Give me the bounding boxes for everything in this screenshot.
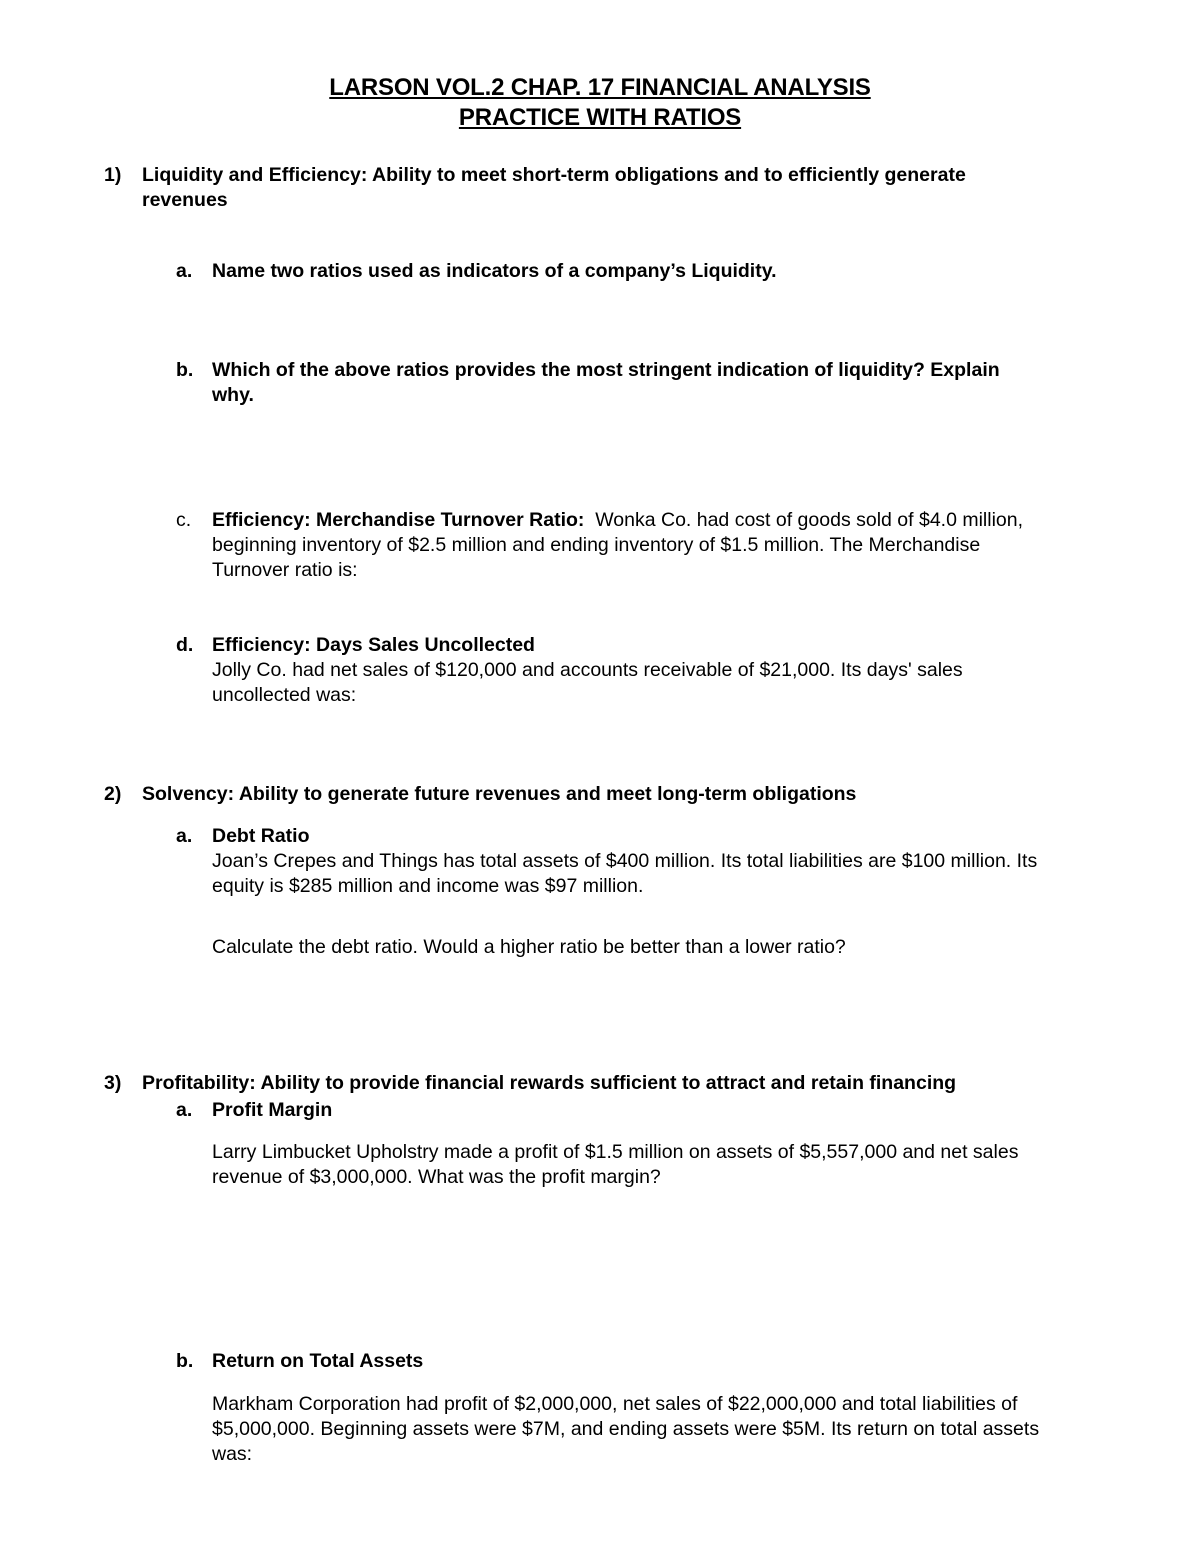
section-1-item-d-question: Efficiency: Days Sales Uncollected Jolly Co. had net sales of $120,000 and accounts receivable of $21,000. Its days' sales uncollected was: bbox=[212, 634, 963, 706]
section-3-heading: Profitability: Ability to provide financial rewards sufficient to attract and retain financing bbox=[142, 1072, 957, 1094]
item-profit-margin-label: Profit Margin bbox=[212, 1099, 333, 1121]
section-2-item-a-letter: a. bbox=[176, 825, 193, 847]
section-3-item-b-question: Markham Corporation had profit of $2,000,000, net sales of $22,000,000 and total liabilities of $5,000,000. Beginning assets were $7M, and ending assets were $5M. Its return on total assets was: bbox=[212, 1393, 1040, 1465]
section-3-item-a-question: Larry Limbucket Upholstry made a profit of $1.5 million on assets of $5,557,000 and net sales revenue of $3,000,000. What was the profit margin? bbox=[212, 1141, 1019, 1188]
document-subtitle: PRACTICE WITH RATIOS bbox=[458, 104, 742, 131]
section-2-heading: Solvency: Ability to generate future revenues and meet long-term obligations bbox=[142, 783, 857, 805]
section-1-item-d-letter: d. bbox=[176, 634, 194, 656]
section-2-item-a-question: Debt Ratio Joan’s Crepes and Things has total assets of $400 million. Its total liabilities are $100 million. Its equity is $285 million and income was $97 million. bbox=[212, 825, 1038, 897]
section-3-item-b-letter: b. bbox=[176, 1350, 194, 1372]
section-1-heading: Liquidity and Efficiency: Ability to meet short-term obligations and to efficiently generate revenues bbox=[142, 164, 966, 211]
item-debt-ratio-label: Debt Ratio bbox=[212, 825, 310, 847]
document-title: LARSON VOL.2 CHAP. 17 FINANCIAL ANALYSIS bbox=[329, 74, 871, 101]
item-c-label: Efficiency: Merchandise Turnover Ratio: bbox=[212, 509, 585, 531]
section-1-item-c-letter: c. bbox=[176, 509, 192, 531]
item-return-on-assets-label: Return on Total Assets bbox=[212, 1350, 424, 1372]
section-1-number: 1) bbox=[104, 164, 122, 186]
section-1-item-b-letter: b. bbox=[176, 359, 194, 381]
section-3-item-a-letter: a. bbox=[176, 1099, 193, 1121]
section-1-item-a-letter: a. bbox=[176, 260, 193, 282]
section-3-number: 3) bbox=[104, 1072, 122, 1094]
section-1-item-b-question: Which of the above ratios provides the most stringent indication of liquidity? Explain why. bbox=[212, 359, 1000, 406]
section-1-item-c-question: Efficiency: Merchandise Turnover Ratio: Wonka Co. had cost of goods sold of $4.0 million, beginning inventory of $2.5 million and ending inventory of $1.5 million. The Merchandise Turnover ratio is: bbox=[212, 509, 1024, 581]
section-2-number: 2) bbox=[104, 783, 122, 805]
section-1-item-a-question: Name two ratios used as indicators of a company’s Liquidity. bbox=[212, 260, 777, 282]
section-2-item-a-followup: Calculate the debt ratio. Would a higher ratio be better than a lower ratio? bbox=[212, 936, 846, 958]
item-d-label: Efficiency: Days Sales Uncollected bbox=[212, 634, 535, 656]
